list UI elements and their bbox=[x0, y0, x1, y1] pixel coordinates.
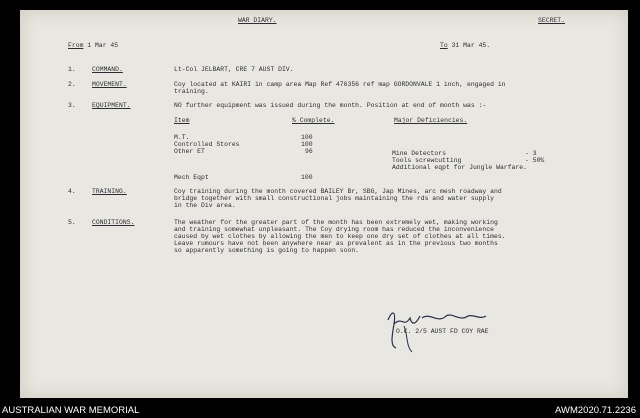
equipment-col-deficiencies: Major Deficiencies. bbox=[394, 117, 468, 124]
section-2-line: Coy located at KAIRI in camp area Map Ref 476356 ref map GORDONVALE 1 inch, engaged in bbox=[174, 81, 506, 88]
section-5-line: Leave rumours have not been anywhere near as prevalent as in the previous two months bbox=[174, 240, 498, 247]
section-2-heading: MOVEMENT. bbox=[92, 81, 127, 88]
to-date: 31 Mar 45. bbox=[451, 42, 491, 49]
section-1-line: Lt-Col JELBART, CRE 7 AUST DIV. bbox=[174, 66, 294, 73]
from-date: 1 Mar 45 bbox=[87, 42, 119, 49]
war-diary-page bbox=[20, 10, 628, 398]
equipment-pct: 96 bbox=[305, 148, 313, 155]
section-5-line: caused by wet clothes by allowing the men to keep one dry set of clothes at all times. bbox=[174, 233, 506, 240]
equipment-pct: 100 bbox=[301, 141, 313, 148]
equipment-item: Mech Eqpt bbox=[174, 174, 209, 181]
section-4-line: Coy training during the month covered BAILEY Br, SBG, Jap Mines, arc mesh roadway and bbox=[174, 188, 502, 195]
archive-name: AUSTRALIAN WAR MEMORIAL bbox=[2, 405, 140, 416]
equipment-col-complete: % Complete. bbox=[292, 117, 335, 124]
section-5-number: 5. bbox=[68, 219, 76, 226]
equipment-item: Other ET bbox=[174, 148, 205, 155]
section-4-line: bridge together with small constructional jobs maintaining the rds and water supply bbox=[174, 195, 494, 202]
equipment-item: Controlled Stores bbox=[174, 141, 240, 148]
section-4-line: in the Div area. bbox=[174, 202, 236, 209]
equipment-pct: 100 bbox=[301, 134, 313, 141]
equipment-col-item: Item bbox=[174, 117, 190, 124]
section-2-number: 2. bbox=[68, 81, 76, 88]
archive-footer bbox=[0, 404, 640, 418]
classification: SECRET. bbox=[538, 17, 565, 24]
section-5-line: and training somewhat unpleasant. The Coy drying room has reduced the inconvenience bbox=[174, 226, 494, 233]
section-5-line: The weather for the greater part of the month has been extremely wet, making working bbox=[174, 219, 498, 226]
equipment-item: M.T. bbox=[174, 134, 190, 141]
to-field bbox=[440, 42, 490, 49]
from-field bbox=[68, 42, 118, 49]
signature-title: O.C. 2/5 AUST FD COY RAE bbox=[396, 328, 489, 335]
section-4-heading: TRAINING. bbox=[92, 188, 127, 195]
section-3-number: 3. bbox=[68, 102, 76, 109]
deficiency-name: Mine Detectors bbox=[392, 150, 446, 157]
from-label: From bbox=[68, 42, 84, 49]
section-1-heading: COMMAND. bbox=[92, 66, 123, 73]
deficiency-name: Tools screwcutting bbox=[392, 157, 462, 164]
section-4-number: 4. bbox=[68, 188, 76, 195]
deficiency-value: - 3 bbox=[525, 150, 537, 157]
accession-number: AWM2020.71.2236 bbox=[555, 405, 636, 416]
section-5-line: so apparently something is going to happen soon. bbox=[174, 247, 360, 254]
diary-title bbox=[238, 17, 277, 24]
section-3-heading: EQUIPMENT. bbox=[92, 102, 131, 109]
section-2-line: training. bbox=[174, 88, 209, 95]
section-3-line: NO further equipment was issued during the month. Position at end of month was :- bbox=[174, 102, 487, 109]
deficiency-value: - 50% bbox=[525, 157, 545, 164]
deficiency-name: Additional eqpt for Jungle Warfare. bbox=[392, 164, 527, 171]
equipment-pct: 100 bbox=[301, 174, 313, 181]
diary-title-text: WAR DIARY. bbox=[238, 17, 277, 24]
section-5-heading: CONDITIONS. bbox=[92, 219, 135, 226]
to-label: To bbox=[440, 42, 448, 49]
section-1-number: 1. bbox=[68, 66, 76, 73]
